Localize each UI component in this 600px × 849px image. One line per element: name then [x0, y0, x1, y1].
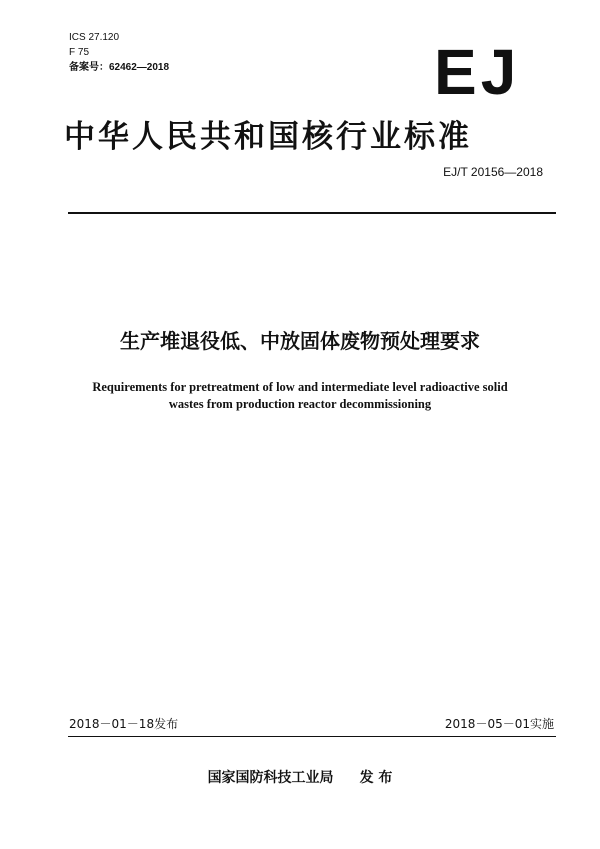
ics-code: ICS 27.120 [69, 32, 120, 43]
header-divider [68, 212, 556, 214]
standard-category-title: 中华人民共和国核行业标准 [64, 119, 472, 155]
document-title-cn: 生产堆退役低、中放固体废物预处理要求 [120, 329, 480, 353]
standard-number: EJ/T 20156—2018 [443, 165, 543, 179]
document-title-en-line1: Requirements for pretreatment of low and intermediate level radioactive solid [92, 380, 508, 394]
issuing-authority [0, 769, 600, 787]
registration-number: 备案号：62462—2018 [69, 62, 170, 73]
document-title-en-line2: wastes from production reactor decommissioning [168, 397, 432, 411]
issue-date: 2018－01－18发布 [69, 717, 179, 731]
footer-divider [68, 736, 556, 737]
ccs-code: F 75 [69, 47, 90, 58]
issuer-name: 国家国防科技工业局 [207, 770, 334, 786]
implementation-date: 2018－05－01实施 [444, 717, 554, 731]
ej-logo: EJ [434, 36, 521, 108]
issuer-action: 发 布 [359, 770, 393, 786]
document-title-en [0, 379, 600, 413]
